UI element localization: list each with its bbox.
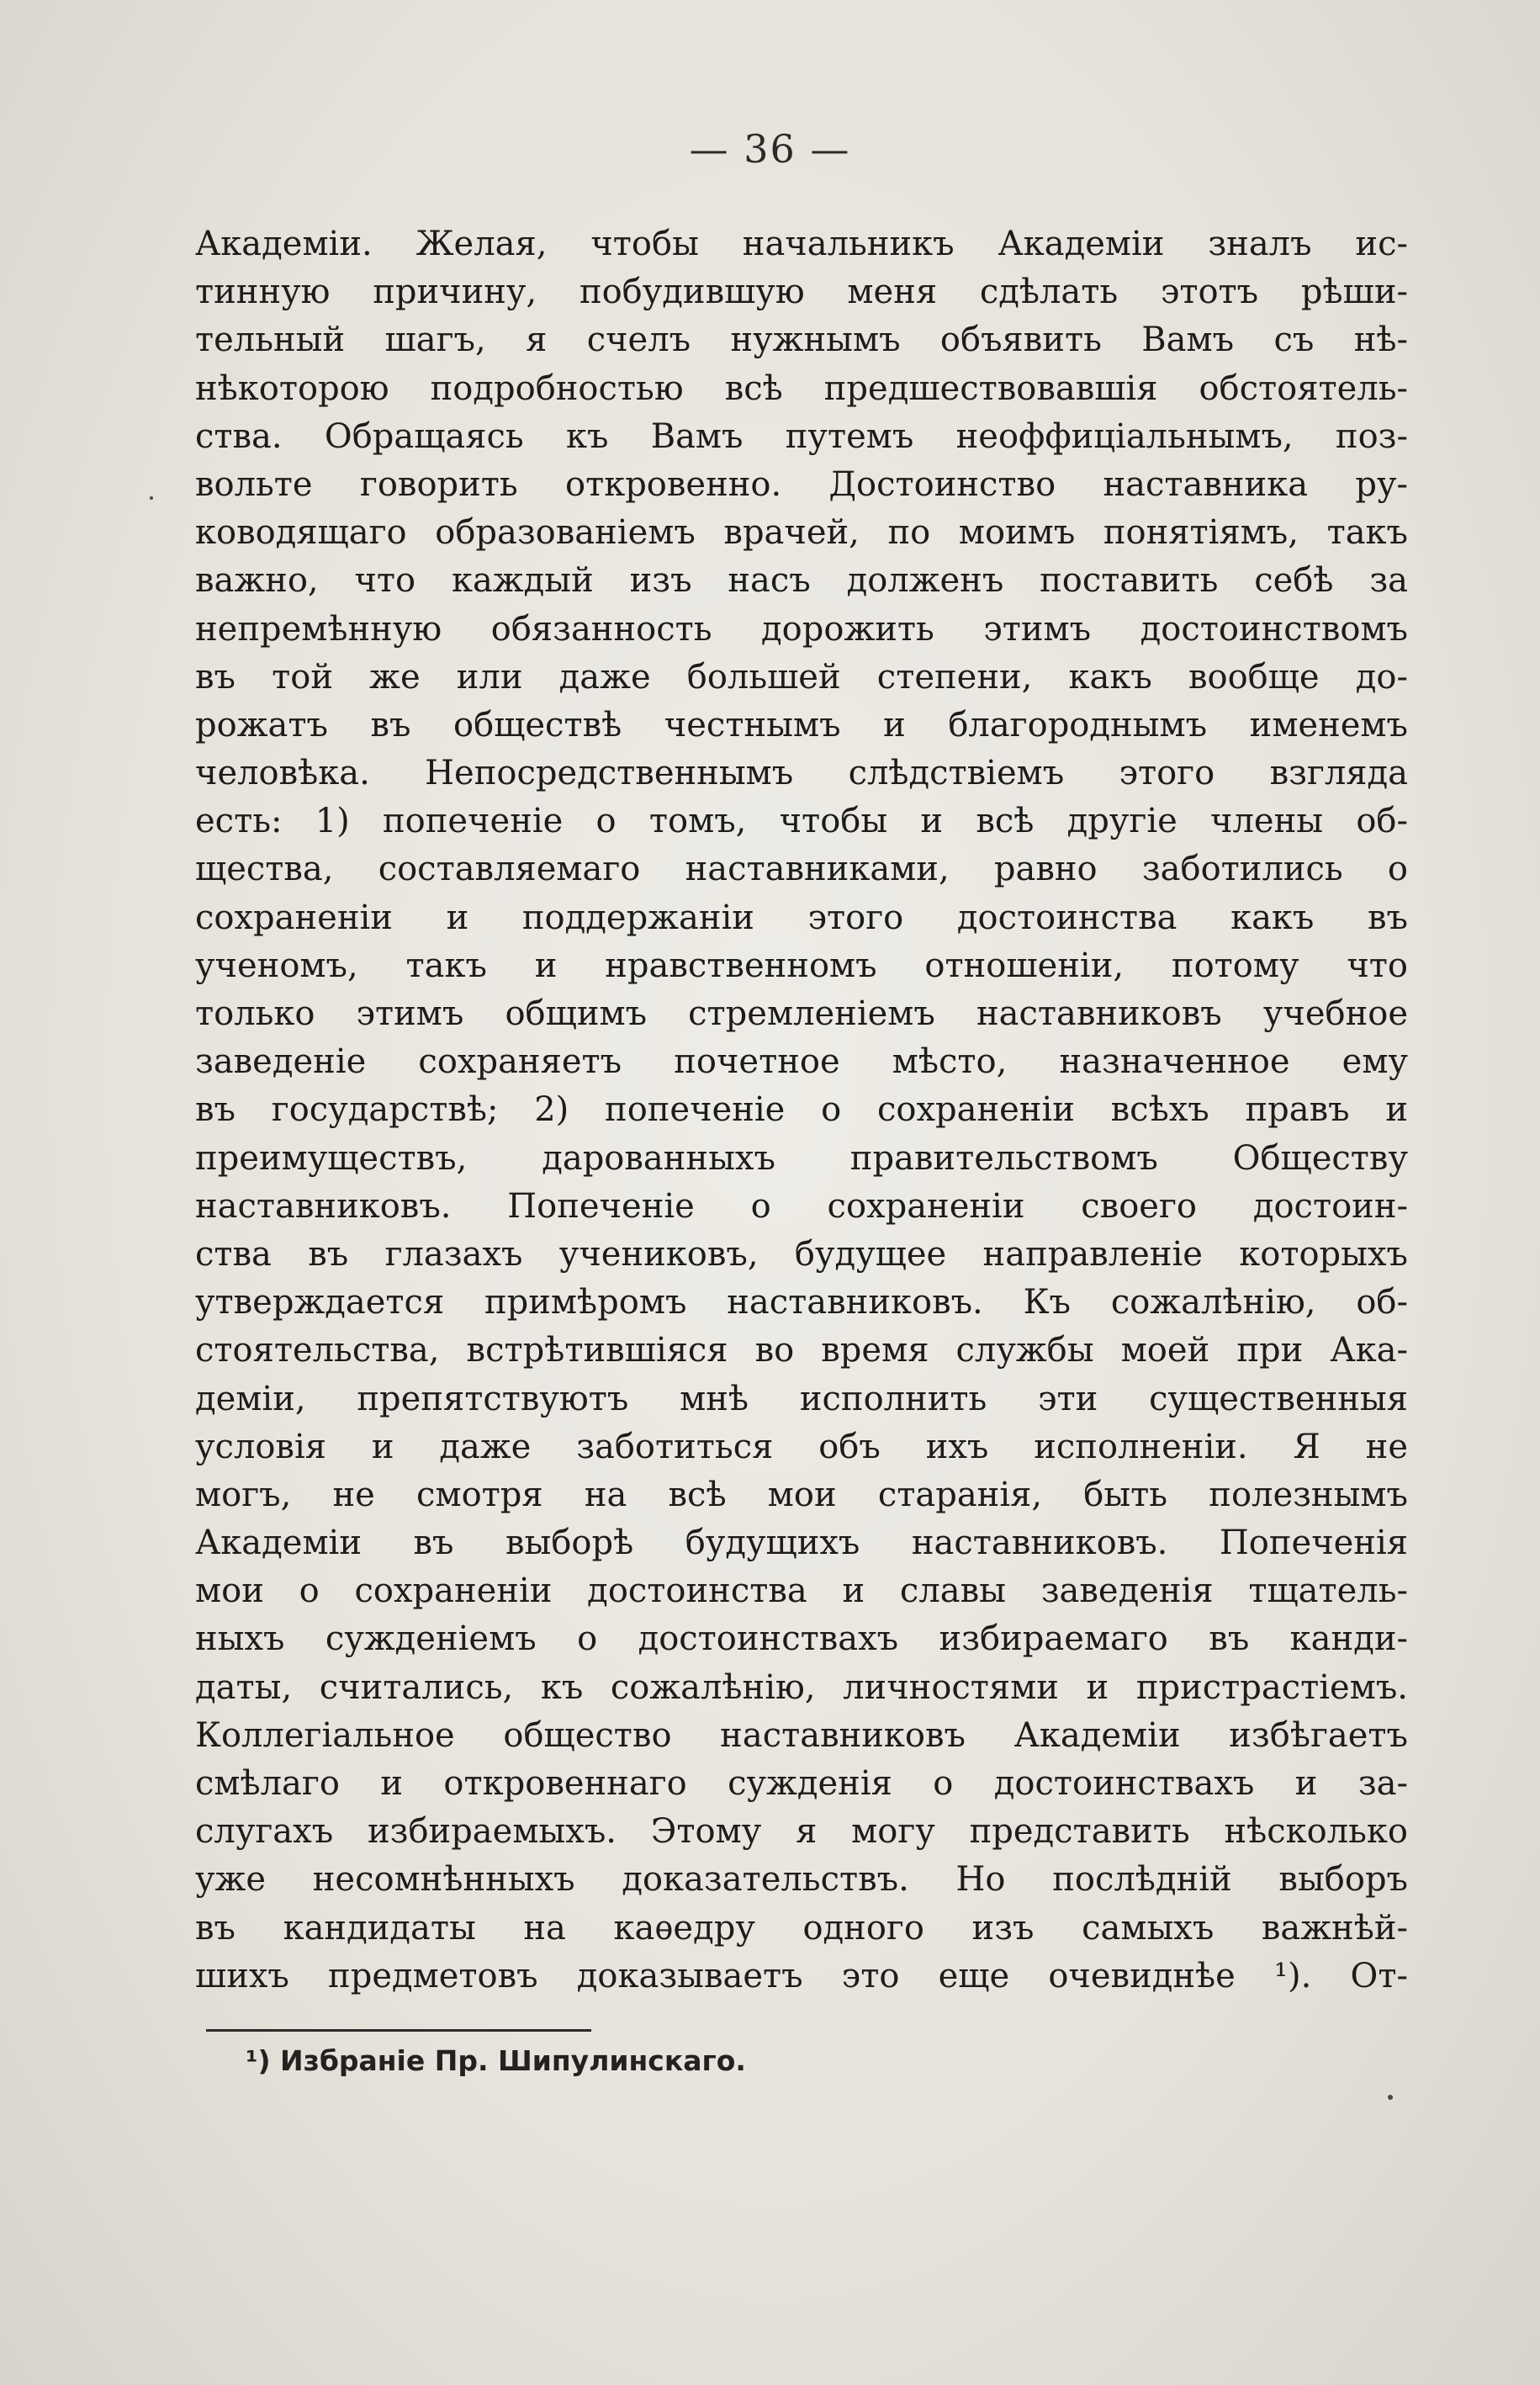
text-line: ныхъ сужденіемъ о достоинствахъ избираемаго въ канди- <box>195 1619 1408 1659</box>
text-line: уже несомнѣнныхъ доказательствъ. Но послѣдній выборъ <box>195 1860 1408 1900</box>
text-line: есть: 1) попеченіе о томъ, чтобы и всѣ другіе члены об- <box>195 802 1408 841</box>
text-line: мои о сохраненіи достоинства и славы заведенія тщатель- <box>195 1571 1408 1611</box>
text-line: непремѣнную обязанность дорожить этимъ достоинствомъ <box>195 609 1408 649</box>
text-line: наставниковъ. Попеченіе о сохраненіи своего достоин- <box>195 1186 1408 1226</box>
text-line: заведеніе сохраняетъ почетное мѣсто, назначенное ему <box>195 1042 1408 1082</box>
text-line: нѣкоторою подробностью всѣ предшествовавшія обстоятель- <box>195 368 1408 408</box>
text-line: щества, составляемаго наставниками, равно заботились о <box>195 850 1408 889</box>
text-line: ства. Обращаясь къ Вамъ путемъ неоффиціальнымъ, поз- <box>195 416 1408 456</box>
page-number: — 36 — <box>689 126 851 172</box>
text-line: рожатъ въ обществѣ честнымъ и благороднымъ именемъ <box>195 705 1408 745</box>
text-line: тинную причину, побудившую меня сдѣлать этотъ рѣши- <box>195 273 1408 312</box>
text-line: Академіи въ выборѣ будущихъ наставниковъ. Попеченія <box>195 1524 1408 1563</box>
footnote: ¹) Избраніе Пр. Шипулинскаго. <box>246 2044 746 2077</box>
text-line: въ государствѣ; 2) попеченіе о сохраненіи всѣхъ правъ и <box>195 1090 1408 1130</box>
text-line: въ кандидаты на каѳедру одного изъ самыхъ важнѣй- <box>195 1908 1408 1948</box>
text-line: тельный шагъ, я счелъ нужнымъ объявить Вамъ съ нѣ- <box>195 321 1408 360</box>
text-line: важно, что каждый изъ насъ долженъ поставить себѣ за <box>195 561 1408 601</box>
text-line: сохраненіи и поддержаніи этого достоинства какъ въ <box>195 898 1408 937</box>
text-line: вольте говорить откровенно. Достоинство наставника ру- <box>195 464 1408 504</box>
text-line: утверждается примѣромъ наставниковъ. Къ сожалѣнію, об- <box>195 1283 1408 1322</box>
text-line: Коллегіальное общество наставниковъ Академіи избѣгаетъ <box>195 1715 1408 1755</box>
footnote-divider <box>206 2029 591 2032</box>
text-line: стоятельства, встрѣтившіяся во время службы моей при Ака- <box>195 1331 1408 1370</box>
text-line: смѣлаго и откровеннаго сужденія о достоинствахъ и за- <box>195 1764 1408 1803</box>
text-line: ученомъ, такъ и нравственномъ отношеніи, потому что <box>195 946 1408 985</box>
text-line: только этимъ общимъ стремленіемъ наставниковъ учебное <box>195 994 1408 1033</box>
text-line: преимуществъ, дарованныхъ правительствомъ Обществу <box>195 1138 1408 1178</box>
text-line: человѣка. Непосредственнымъ слѣдствіемъ этого взгляда <box>195 754 1408 793</box>
body-text <box>195 220 1408 2001</box>
text-line: условія и даже заботиться объ ихъ исполненіи. Я не <box>195 1427 1408 1466</box>
text-line: могъ, не смотря на всѣ мои старанія, быть полезнымъ <box>195 1475 1408 1514</box>
paper-speck <box>150 496 153 500</box>
text-line: въ той же или даже большей степени, какъ вообще до- <box>195 657 1408 697</box>
text-line: деміи, препятствуютъ мнѣ исполнить эти существенныя <box>195 1379 1408 1418</box>
text-line: Академіи. Желая, чтобы начальникъ Академіи зналъ ис- <box>195 225 1408 263</box>
text-line: ства въ глазахъ учениковъ, будущее направленіе которыхъ <box>195 1234 1408 1274</box>
paper-speck <box>1388 2095 1393 2100</box>
text-line: даты, считались, къ сожалѣнію, личностями и пристрастіемъ. <box>195 1667 1408 1707</box>
text-line: ководящаго образованіемъ врачей, по моимъ понятіямъ, такъ <box>195 513 1408 553</box>
text-line: слугахъ избираемыхъ. Этому я могу представить нѣсколько <box>195 1812 1408 1852</box>
text-line: шихъ предметовъ доказываетъ это еще очевиднѣе ¹). От- <box>195 1956 1408 1995</box>
